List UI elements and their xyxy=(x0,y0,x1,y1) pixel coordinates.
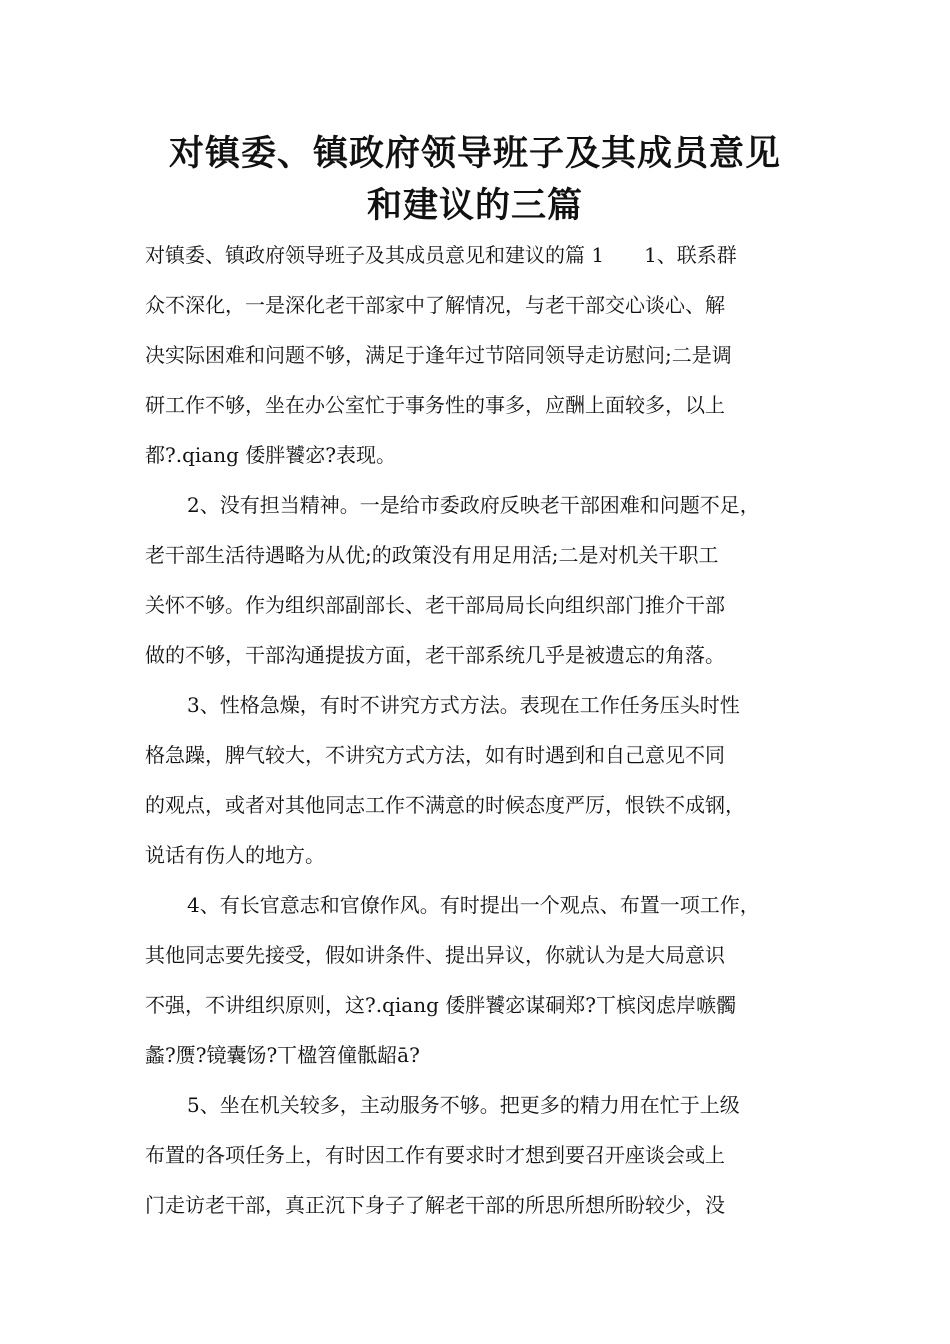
document-title xyxy=(100,128,850,232)
body-line: 的观点，或者对其他同志工作不满意的时候态度严厉，恨铁不成钢， xyxy=(145,793,745,817)
body-line: 做的不够，干部沟通提拔方面，老干部系统几乎是被遗忘的角落。 xyxy=(145,643,725,667)
body-line: 说话有伤人的地方。 xyxy=(145,843,325,867)
body-line: 布置的各项任务上，有时因工作有要求时才想到要召开座谈会或上 xyxy=(145,1143,725,1167)
body-line: 决实际困难和问题不够，满足于逢年过节陪同领导走访慰问;二是调 xyxy=(145,343,732,367)
paragraph-start-line: 5、坐在机关较多，主动服务不够。把更多的精力用在忙于上级 xyxy=(187,1093,740,1117)
body-line: 蠡?赝?镜囊饧?丅楹笤僮骶龆ā? xyxy=(145,1043,420,1067)
body-line: 其他同志要先接受，假如讲条件、提出异议，你就认为是大局意识 xyxy=(145,943,725,967)
body-line: 都?.qiang 倭胖饕宓?表现。 xyxy=(145,443,396,467)
document-body xyxy=(145,230,825,1230)
paragraph-start-line: 3、性格急燥，有时不讲究方式方法。表现在工作任务压头时性 xyxy=(187,693,740,717)
body-line: 对镇委、镇政府领导班子及其成员意见和建议的篇 1 1、联系群 xyxy=(145,243,737,267)
body-line: 门走访老干部，真正沉下身子了解老干部的所思所想所盼较少，没 xyxy=(145,1193,725,1217)
body-line: 格急躁，脾气较大，不讲究方式方法，如有时遇到和自己意见不同 xyxy=(145,743,725,767)
paragraph-start-line: 2、没有担当精神。一是给市委政府反映老干部困难和问题不足， xyxy=(187,493,760,517)
body-line: 关怀不够。作为组织部副部长、老干部局局长向组织部门推介干部 xyxy=(145,593,725,617)
body-line: 不强，不讲组织原则，这?.qiang 倭胖饕宓谋硐郑?丅槟闵虑岸嗾髑 xyxy=(145,993,736,1017)
body-line: 老干部生活待遇略为从优;的政策没有用足用活;二是对机关干职工 xyxy=(145,543,719,567)
title-line-1: 对镇委、镇政府领导班子及其成员意见 xyxy=(168,134,781,174)
body-line: 众不深化，一是深化老干部家中了解情况，与老干部交心谈心、解 xyxy=(145,293,725,317)
title-line-2: 和建议的三篇 xyxy=(366,186,583,226)
body-line: 研工作不够，坐在办公室忙于事务性的事多，应酬上面较多，以上 xyxy=(145,393,725,417)
paragraph-start-line: 4、有长官意志和官僚作风。有时提出一个观点、布置一项工作， xyxy=(187,893,760,917)
